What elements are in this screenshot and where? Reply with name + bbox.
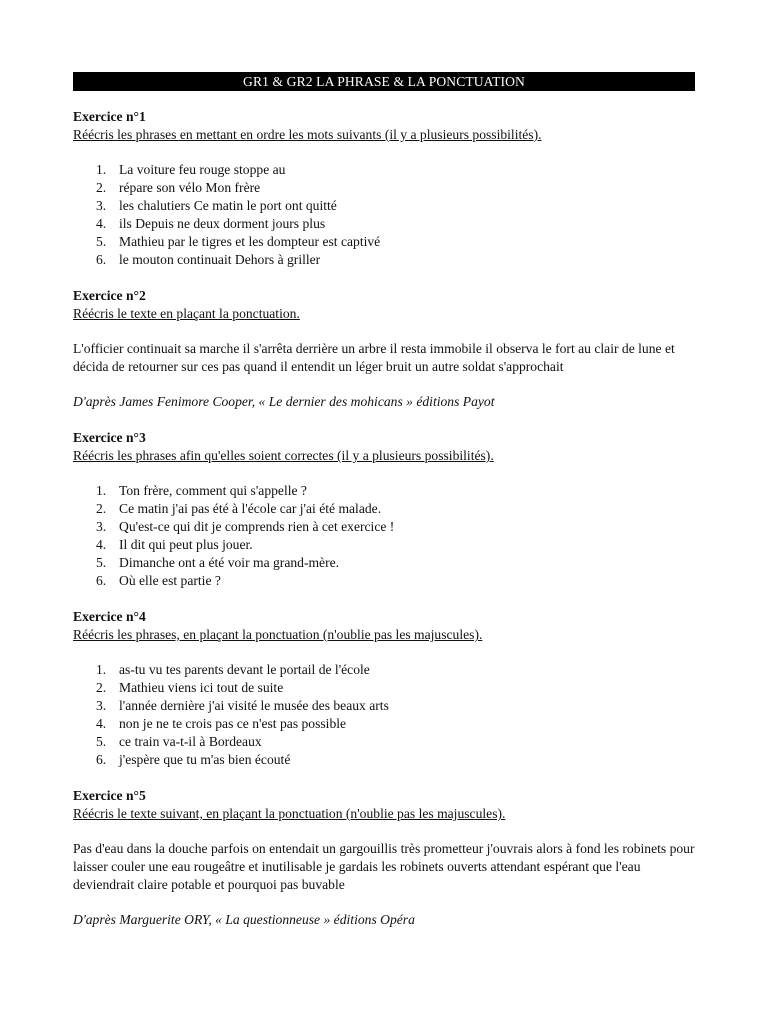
exercise-title: Exercice n°1 bbox=[73, 109, 146, 124]
exercise-instruction: Réécris les phrases en mettant en ordre les mots suivants (il y a plusieurs possibilités). bbox=[73, 127, 542, 142]
exercise-instruction: Réécris le texte suivant, en plaçant la ponctuation (n'oublie pas les majuscules). bbox=[73, 806, 506, 821]
list-item: 2. Ce matin j'ai pas été à l'école car j'ai été malade. bbox=[96, 501, 382, 516]
exercise-title: Exercice n°2 bbox=[73, 288, 146, 303]
list-item: 2. répare son vélo Mon frère bbox=[96, 180, 261, 195]
exercise-instruction: Réécris le texte en plaçant la ponctuation. bbox=[73, 306, 300, 321]
exercise-4 bbox=[73, 608, 703, 769]
exercise-text: Pas d'eau dans la douche parfois on entendait un gargouillis très prometteur j'ouvrais alors à fond les robinets pour laisser couler une eau rougeâtre et inutilisable je gardais les robinets ouverts attendant espérant que l'eau deviendrait claire potable et pourquoi pas buvable bbox=[73, 841, 695, 892]
list-item: 5. Mathieu par le tigres et les dompteur est captivé bbox=[96, 234, 381, 249]
exercise-1 bbox=[73, 108, 703, 269]
list-item: 4. Il dit qui peut plus jouer. bbox=[96, 537, 253, 552]
exercise-title: Exercice n°4 bbox=[73, 609, 146, 624]
list-item: 4. ils Depuis ne deux dorment jours plus bbox=[96, 216, 326, 231]
list-item: 1. Ton frère, comment qui s'appelle ? bbox=[96, 483, 307, 498]
list-item: 6. le mouton continuait Dehors à griller bbox=[96, 252, 321, 267]
page-title: GR1 & GR2 LA PHRASE & LA PONCTUATION bbox=[73, 72, 695, 91]
list-item: 3. l'année dernière j'ai visité le musée des beaux arts bbox=[96, 698, 389, 713]
exercise-list bbox=[73, 482, 703, 590]
exercise-title: Exercice n°5 bbox=[73, 788, 146, 803]
exercise-instruction: Réécris les phrases, en plaçant la ponctuation (n'oublie pas les majuscules). bbox=[73, 627, 483, 642]
exercise-list bbox=[73, 161, 703, 269]
list-item: 3. les chalutiers Ce matin le port ont quitté bbox=[96, 198, 337, 213]
list-item: 5. ce train va-t-il à Bordeaux bbox=[96, 734, 262, 749]
source-citation: D'après James Fenimore Cooper, « Le dernier des mohicans » éditions Payot bbox=[73, 394, 495, 409]
exercise-5 bbox=[73, 787, 703, 929]
document-body bbox=[73, 108, 703, 929]
list-item: 3. Qu'est-ce qui dit je comprends rien à cet exercice ! bbox=[96, 519, 395, 534]
list-item: 2. Mathieu viens ici tout de suite bbox=[96, 680, 284, 695]
list-item: 1. as-tu vu tes parents devant le portail de l'école bbox=[96, 662, 370, 677]
exercise-title: Exercice n°3 bbox=[73, 430, 146, 445]
exercise-text: L'officier continuait sa marche il s'arrêta derrière un arbre il resta immobile il observa le fort au clair de lune et décida de retourner sur ces pas quand il entendit un léger bruit un autre soldat s'approchait bbox=[73, 341, 675, 374]
exercise-2 bbox=[73, 287, 703, 411]
exercise-list bbox=[73, 661, 703, 769]
list-item: 1. La voiture feu rouge stoppe au bbox=[96, 162, 286, 177]
list-item: 5. Dimanche ont a été voir ma grand-mère. bbox=[96, 555, 340, 570]
exercise-instruction: Réécris les phrases afin qu'elles soient correctes (il y a plusieurs possibilités). bbox=[73, 448, 494, 463]
list-item: 6. Où elle est partie ? bbox=[96, 573, 221, 588]
list-item: 4. non je ne te crois pas ce n'est pas possible bbox=[96, 716, 347, 731]
source-citation: D'après Marguerite ORY, « La questionneuse » éditions Opéra bbox=[73, 912, 415, 927]
list-item: 6. j'espère que tu m'as bien écouté bbox=[96, 752, 291, 767]
exercise-3 bbox=[73, 429, 703, 590]
